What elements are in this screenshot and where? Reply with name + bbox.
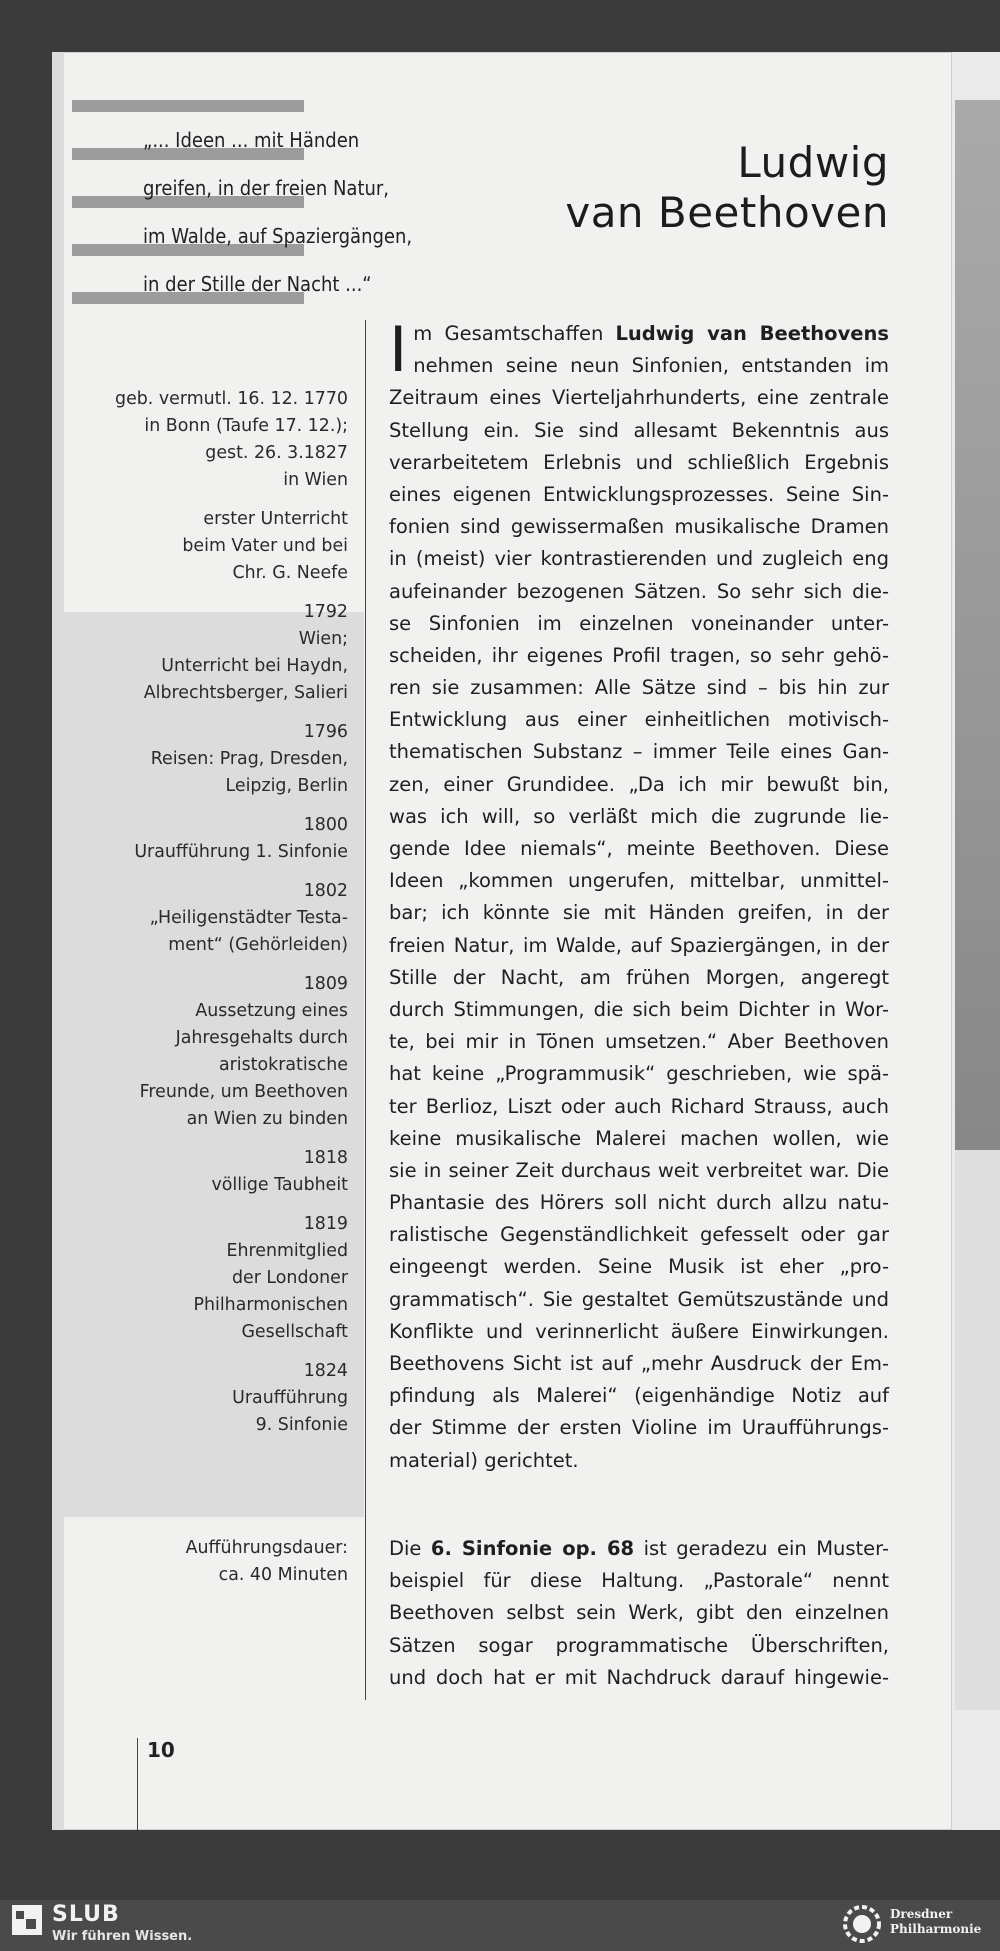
timeline-line: in Bonn (Taufe 17. 12.); (144, 416, 348, 436)
title-line-1: Ludwig (737, 138, 889, 187)
body-text-run: Die (389, 1537, 431, 1560)
body-line: Sätzen sogar programmatische Überschriften, (389, 1633, 889, 1657)
timeline-line: in Wien (283, 470, 348, 490)
duration-label: Aufführungsdauer: (185, 1538, 348, 1558)
timeline-line: 1796 (303, 722, 348, 742)
slub-logo-icon (12, 1905, 42, 1935)
timeline-entry (112, 971, 348, 1133)
timeline-line: Uraufführung 1. Sinfonie (134, 842, 348, 862)
quote-line: in der Stille der Nacht ...“ (143, 272, 372, 296)
body-line: thematischen Substanz – immer Teile eines Gan- (389, 740, 889, 764)
performance-duration (112, 1535, 348, 1589)
timeline-line: gest. 26. 3.1827 (205, 443, 348, 463)
timeline-line: 1792 (303, 602, 348, 622)
timeline-line: der Londoner (231, 1268, 348, 1288)
body-line: verarbeitetem Erlebnis und schließlich Ergebnis (389, 450, 889, 474)
philharmonie-name (890, 1907, 981, 1937)
adjacent-page-photo (955, 100, 1000, 1150)
philharmonie-logo-icon (842, 1904, 882, 1944)
body-line: nehmen seine neun Sinfonien, entstanden im (413, 354, 889, 378)
body-line: ren sie zusammen: Alle Sätze sind – bis hin zur (389, 676, 889, 700)
timeline-line: 1800 (303, 815, 348, 835)
body-line: fonien sind gewissermaßen musikalische Dramen (389, 515, 889, 539)
pull-quote (143, 116, 412, 308)
second-paragraph (389, 1533, 889, 1694)
body-line: durch Stimmungen, die sich beim Dichter in Wor- (389, 997, 889, 1021)
page-binding-edge (52, 52, 64, 1830)
duration-value: ca. 40 Minuten (218, 1565, 348, 1585)
page-title (565, 138, 889, 238)
body-line (389, 318, 889, 350)
philharmonie-line-2: Philharmonie (890, 1922, 982, 1936)
timeline-entry (112, 506, 348, 587)
timeline-line: Leipzig, Berlin (225, 776, 348, 796)
timeline-line: Chr. G. Neefe (232, 563, 348, 583)
timeline-line: Albrechtsberger, Salieri (143, 683, 348, 703)
timeline-line: Philharmonischen (193, 1295, 348, 1315)
timeline-entry (112, 1145, 348, 1199)
body-line: grammatisch“. Sie gestaltet Gemütszustände und (389, 1287, 889, 1311)
timeline-line: völlige Taubheit (211, 1175, 348, 1195)
timeline-entry (112, 719, 348, 800)
body-line: eingeengt werden. Seine Musik ist eher „pro- (389, 1255, 889, 1279)
timeline-line: Unterricht bei Haydn, (161, 656, 348, 676)
composer-name: Ludwig van Beethovens (615, 322, 889, 345)
body-line: freien Natur, im Walde, auf Spaziergängen, in der (389, 933, 889, 957)
timeline-line: geb. vermutl. 16. 12. 1770 (115, 389, 348, 409)
body-line: Phantasie des Hörers soll nicht durch allzu natu- (389, 1191, 889, 1215)
body-line: keine musikalische Malerei machen wollen, wie (389, 1126, 889, 1150)
quote-line: im Walde, auf Spaziergängen, (143, 224, 413, 248)
body-line: zen, einer Grundidee. „Da ich mir bewußt bin, (389, 772, 889, 796)
body-line: der Stimme der ersten Violine im Uraufführungs- (389, 1416, 889, 1440)
body-line: te, bei mir in Tönen umsetzen.“ Aber Beethoven (389, 1030, 889, 1054)
timeline-line: Freunde, um Beethoven (139, 1082, 348, 1102)
adjacent-page-panel (955, 1150, 1000, 1710)
body-line: pfindung als Malerei“ (eigenhändige Notiz auf (389, 1384, 889, 1408)
body-line: Zeitraum eines Vierteljahrhunderts, eine zentrale (389, 386, 889, 410)
symphony-title: 6. Sinfonie op. 68 (430, 1537, 635, 1560)
body-line: bar; ich könnte sie mit Händen greifen, in der (389, 901, 889, 925)
timeline-line: erster Unterricht (203, 509, 348, 529)
philharmonie-line-1: Dresdner (890, 1907, 953, 1921)
timeline-line: beim Vater und bei (182, 536, 348, 556)
timeline-line: 1809 (303, 974, 348, 994)
drop-cap: I (389, 313, 408, 386)
timeline-line: Jahresgehalts durch (175, 1028, 348, 1048)
body-line: Stille der Nacht, am frühen Morgen, angeregt (389, 965, 889, 989)
column-divider (365, 320, 366, 1700)
body-line: ter Berlioz, Liszt oder auch Richard Strauss, auch (389, 1094, 889, 1118)
page-number: 10 (147, 1738, 175, 1762)
body-line: was ich will, so verläßt mich die zugrunde lie- (389, 804, 889, 828)
body-line: Beethovens Sicht ist auf „mehr Ausdruck der Em- (389, 1352, 889, 1375)
body-line (389, 1533, 889, 1565)
timeline-line: Wien; (298, 629, 348, 649)
timeline-line: 9. Sinfonie (255, 1415, 348, 1435)
body-line: beispiel für diese Haltung. „Pastorale“ nennt (389, 1569, 889, 1593)
quote-line: greifen, in der freien Natur, (143, 176, 390, 200)
body-line: und doch hat er mit Nachdruck darauf hingewie- (389, 1665, 889, 1689)
timeline-entry (112, 599, 348, 707)
timeline-line: 1824 (303, 1361, 348, 1381)
timeline-entry (112, 1211, 348, 1346)
timeline-line: 1818 (303, 1148, 348, 1168)
body-line: eines eigenen Entwicklungsprozesses. Seine Sin- (389, 482, 889, 506)
body-line: gende Idee niemals“, meinte Beethoven. Diese (389, 837, 889, 860)
body-line: aufeinander bezogenen Sätzen. So sehr sich die- (389, 579, 889, 603)
timeline-entry (112, 812, 348, 866)
body-line: material) gerichtet. (389, 1448, 579, 1472)
timeline-entry (112, 386, 348, 494)
body-line: Beethoven selbst sein Werk, gibt den einzelnen (389, 1601, 889, 1625)
slub-name: SLUB (52, 1902, 120, 1927)
body-line: scheiden, ihr eigenes Profil tragen, so sehr gehö- (389, 643, 889, 667)
timeline-entry (112, 878, 348, 959)
quote-line: „... Ideen ... mit Händen (143, 128, 360, 152)
body-text-run: ist geradezu ein Muster- (634, 1537, 889, 1560)
page-number-rule (137, 1738, 138, 1830)
timeline-line: an Wien zu binden (186, 1109, 348, 1129)
timeline-line: ment“ (Gehörleiden) (168, 935, 348, 955)
timeline-line: Reisen: Prag, Dresden, (150, 749, 348, 769)
body-line: sie in seiner Zeit durchaus weit verbreitet war. Die (389, 1158, 889, 1182)
timeline-entry (112, 1358, 348, 1439)
timeline-line: aristokratische (218, 1055, 348, 1075)
timeline-line: 1819 (303, 1214, 348, 1234)
timeline-line: Aussetzung eines (195, 1001, 348, 1021)
body-text (389, 313, 889, 1477)
timeline-line: Gesellschaft (241, 1322, 348, 1342)
timeline-line: „Heiligenstädter Testa- (149, 908, 348, 928)
body-line: Ideen „kommen ungerufen, mittelbar, unmittel- (389, 869, 889, 893)
biography-timeline (112, 386, 348, 1451)
body-line: se Sinfonien im einzelnen voneinander unter- (389, 611, 889, 635)
timeline-line: Ehrenmitglied (226, 1241, 348, 1261)
body-line: in (meist) vier kontrastierenden und zugleich eng (389, 547, 889, 571)
title-line-2: van Beethoven (565, 188, 889, 237)
body-line: Stellung ein. Sie sind allesamt Bekenntnis aus (389, 418, 889, 442)
body-text-run: m Gesamtschaffen (413, 322, 616, 345)
timeline-line: 1802 (303, 881, 348, 901)
timeline-line: Uraufführung (232, 1388, 348, 1408)
slub-tagline: Wir führen Wissen. (52, 1929, 193, 1944)
body-line: ralistische Gegenständlichkeit gefesselt oder gar (389, 1223, 889, 1247)
body-line: Entwicklung aus einer einheitlichen motivisch- (389, 708, 889, 732)
body-line: hat keine „Programmusik“ geschrieben, wie spä- (389, 1062, 889, 1086)
body-line: Konflikte und verinnerlicht äußere Einwirkungen. (389, 1319, 889, 1343)
